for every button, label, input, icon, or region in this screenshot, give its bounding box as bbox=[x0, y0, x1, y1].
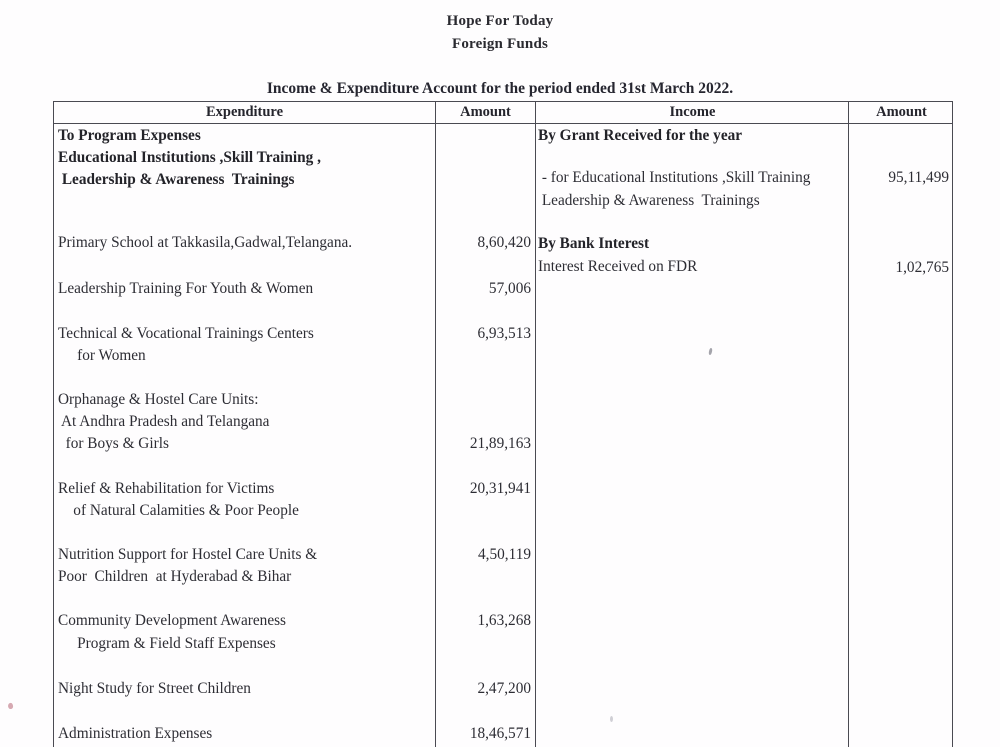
column-divider-income-amount bbox=[848, 102, 849, 747]
expenditure-heading-line-3: Leadership & Awareness Trainings bbox=[58, 171, 295, 188]
expenditure-heading-line-1: To Program Expenses bbox=[58, 127, 201, 144]
expenditure-item-label-line-2: Program & Field Staff Expenses bbox=[58, 635, 276, 652]
expenditure-heading-line-2: Educational Institutions ,Skill Training , bbox=[58, 149, 321, 166]
expenditure-item-label-line-3: for Boys & Girls bbox=[58, 435, 169, 452]
income-interest-heading: By Bank Interest bbox=[538, 235, 650, 252]
expenditure-item-label: Night Study for Street Children bbox=[58, 680, 251, 697]
column-header-amount-right: Amount bbox=[876, 104, 927, 120]
income-grant-line-2: Leadership & Awareness Trainings bbox=[538, 192, 760, 209]
fund-name: Foreign Funds bbox=[451, 36, 549, 52]
expenditure-item-label-line-2: Poor Children at Hyderabad & Bihar bbox=[58, 568, 292, 585]
expenditure-item-label: Leadership Training For Youth & Women bbox=[58, 280, 314, 297]
expenditure-item-label: Administration Expenses bbox=[58, 725, 213, 742]
expenditure-item-amount: 4,50,119 bbox=[478, 546, 531, 563]
expenditure-item-amount: 21,89,163 bbox=[469, 435, 531, 452]
expenditure-item-label: Orphanage & Hostel Care Units: bbox=[58, 391, 259, 408]
statement-title: Income & Expenditure Account for the period ended 31st March 2022. bbox=[266, 80, 734, 97]
ledger-table bbox=[53, 101, 953, 747]
column-divider-center bbox=[535, 102, 536, 747]
expenditure-item-label-line-2: of Natural Calamities & Poor People bbox=[58, 502, 299, 519]
organisation-name: Hope For Today bbox=[446, 13, 554, 29]
column-header-income: Income bbox=[669, 104, 716, 120]
column-divider-expenditure-amount bbox=[435, 102, 436, 747]
expenditure-item-amount: 2,47,200 bbox=[477, 680, 531, 697]
column-header-amount-left: Amount bbox=[460, 104, 511, 120]
expenditure-item-label: Relief & Rehabilitation for Victims bbox=[58, 480, 275, 497]
expenditure-item-label: Technical & Vocational Trainings Centers bbox=[58, 325, 314, 342]
income-interest-amount: 1,02,765 bbox=[895, 259, 949, 276]
expenditure-item-amount: 57,006 bbox=[488, 280, 531, 297]
expenditure-item-label-line-2: for Women bbox=[58, 347, 146, 364]
expenditure-item-label: Community Development Awareness bbox=[58, 612, 287, 629]
expenditure-item-label: Primary School at Takkasila,Gadwal,Telangana. bbox=[58, 234, 353, 251]
expenditure-item-amount: 18,46,571 bbox=[469, 725, 531, 742]
scan-artifact-speck bbox=[7, 702, 14, 709]
expenditure-item-amount: 1,63,268 bbox=[477, 612, 531, 629]
column-header-expenditure: Expenditure bbox=[205, 104, 284, 120]
expenditure-item-label-line-2: At Andhra Pradesh and Telangana bbox=[58, 413, 270, 430]
expenditure-item-amount: 8,60,420 bbox=[477, 234, 531, 251]
income-grant-amount: 95,11,499 bbox=[888, 169, 949, 186]
income-grant-heading: By Grant Received for the year bbox=[538, 127, 743, 144]
income-grant-line-1: - for Educational Institutions ,Skill Training bbox=[538, 169, 811, 186]
expenditure-item-label: Nutrition Support for Hostel Care Units & bbox=[58, 546, 318, 563]
income-interest-label: Interest Received on FDR bbox=[538, 258, 698, 275]
expenditure-item-amount: 6,93,513 bbox=[477, 325, 531, 342]
expenditure-item-amount: 20,31,941 bbox=[469, 480, 531, 497]
